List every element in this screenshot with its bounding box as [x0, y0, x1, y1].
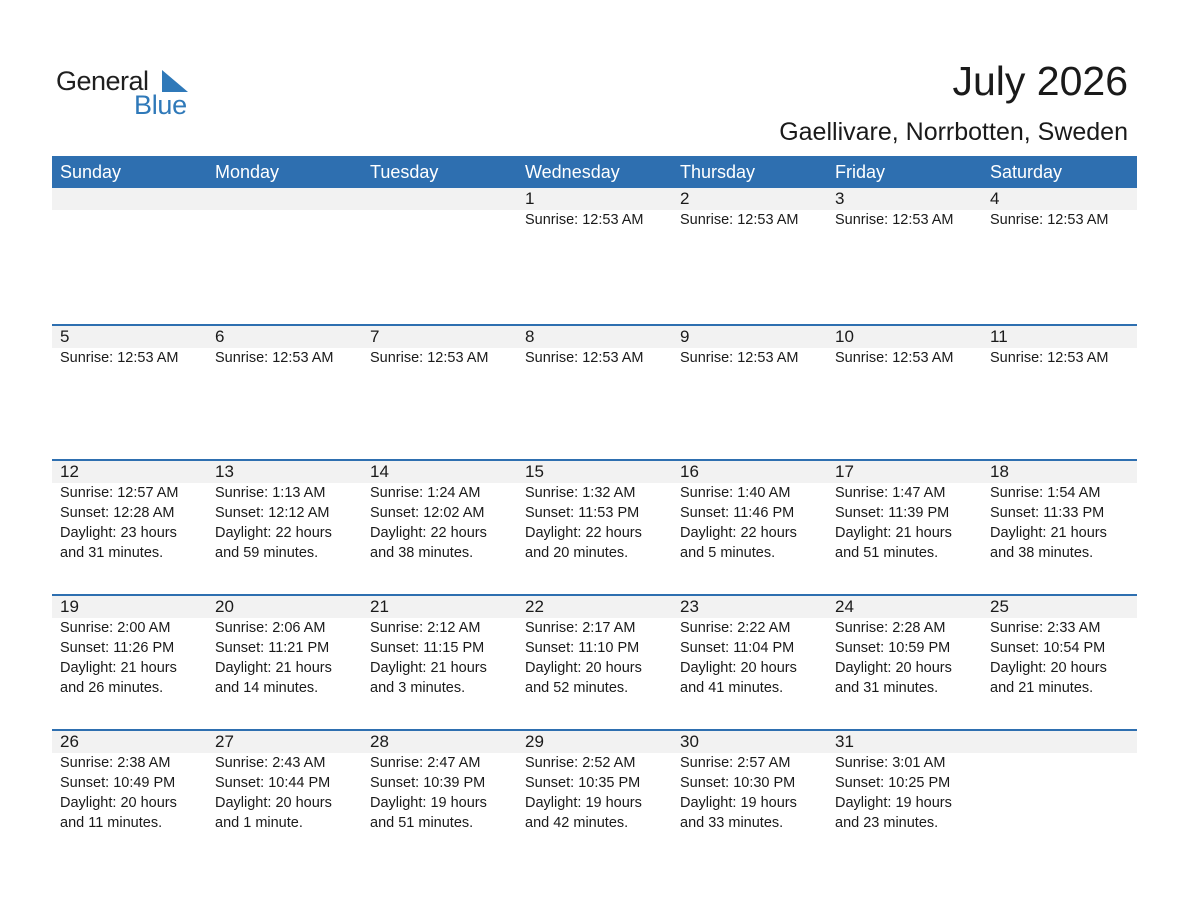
- day-detail-line: and 33 minutes.: [680, 815, 784, 831]
- day-number: 19: [60, 597, 79, 616]
- day-details: [990, 210, 1137, 230]
- day-detail-line: and 3 minutes.: [370, 680, 466, 696]
- day-detail-line: Daylight: 21 hours: [835, 525, 952, 541]
- day-details: [835, 483, 982, 563]
- day-number: 15: [525, 462, 544, 481]
- day-detail-line: Sunset: 10:44 PM: [215, 775, 331, 791]
- day-cell-31: [827, 731, 982, 833]
- day-cell-14: [362, 461, 517, 563]
- week-days: [52, 596, 1137, 698]
- day-details: [215, 348, 362, 368]
- week-row: [52, 459, 1137, 594]
- day-number: 21: [370, 597, 389, 616]
- day-cell-8: [517, 326, 672, 368]
- day-number: 8: [525, 327, 535, 346]
- day-details: [370, 348, 517, 368]
- day-number: 17: [835, 462, 854, 481]
- day-detail-line: Sunrise: 2:17 AM: [525, 620, 636, 636]
- day-detail-line: Sunrise: 12:53 AM: [60, 350, 179, 366]
- day-detail-line: Sunrise: 12:53 AM: [525, 350, 644, 366]
- day-detail-line: Sunset: 10:54 PM: [990, 640, 1106, 656]
- day-detail-line: and 59 minutes.: [215, 545, 319, 561]
- week-row: [52, 324, 1137, 459]
- day-cell-1: [517, 188, 672, 230]
- day-cell-7: [362, 326, 517, 368]
- day-detail-line: Sunrise: 2:33 AM: [990, 620, 1101, 636]
- day-number: 20: [215, 597, 234, 616]
- day-number: 5: [60, 327, 70, 346]
- day-detail-line: Sunrise: 12:53 AM: [990, 350, 1109, 366]
- day-cell-empty: [207, 188, 362, 230]
- day-number: 26: [60, 732, 79, 751]
- day-cell-24: [827, 596, 982, 698]
- day-detail-line: Sunset: 10:25 PM: [835, 775, 951, 791]
- day-cell-10: [827, 326, 982, 368]
- day-cell-11: [982, 326, 1137, 368]
- day-detail-line: Sunrise: 12:57 AM: [60, 485, 179, 501]
- day-details: [370, 618, 517, 698]
- day-detail-line: Sunrise: 12:53 AM: [990, 212, 1109, 228]
- day-number: 6: [215, 327, 225, 346]
- day-details: [680, 483, 827, 563]
- day-detail-line: Daylight: 21 hours: [370, 660, 487, 676]
- logo-triangle-icon: [158, 70, 190, 92]
- day-detail-line: Daylight: 22 hours: [680, 525, 797, 541]
- day-cell-22: [517, 596, 672, 698]
- day-detail-line: Daylight: 22 hours: [215, 525, 332, 541]
- day-detail-line: Sunset: 11:15 PM: [370, 640, 485, 656]
- week-days: [52, 731, 1137, 833]
- day-detail-line: and 1 minute.: [215, 815, 303, 831]
- weekday-saturday: Saturday: [990, 162, 1063, 182]
- day-details: [835, 348, 982, 368]
- day-number: [990, 731, 1137, 753]
- day-detail-line: Sunrise: 12:53 AM: [370, 350, 489, 366]
- day-cell-25: [982, 596, 1137, 698]
- day-cell-3: [827, 188, 982, 230]
- day-detail-line: Sunset: 11:46 PM: [680, 505, 795, 521]
- day-detail-line: Sunset: 11:10 PM: [525, 640, 640, 656]
- day-number: [60, 188, 207, 210]
- day-detail-line: Daylight: 20 hours: [525, 660, 642, 676]
- day-cell-28: [362, 731, 517, 833]
- day-detail-line: and 41 minutes.: [680, 680, 784, 696]
- day-details: [215, 483, 362, 563]
- day-detail-line: Sunrise: 12:53 AM: [680, 212, 799, 228]
- day-detail-line: Daylight: 23 hours: [60, 525, 177, 541]
- day-number: 28: [370, 732, 389, 751]
- day-details: [60, 348, 207, 368]
- day-details: [990, 348, 1137, 368]
- day-details: [835, 210, 982, 230]
- day-cell-12: [52, 461, 207, 563]
- day-detail-line: Sunrise: 2:52 AM: [525, 755, 636, 771]
- day-details: [835, 753, 982, 833]
- day-detail-line: Sunrise: 2:47 AM: [370, 755, 481, 771]
- day-details: [525, 618, 672, 698]
- day-details: [215, 753, 362, 833]
- day-detail-line: Sunrise: 2:06 AM: [215, 620, 326, 636]
- calendar-grid: [52, 156, 1137, 864]
- day-number: 29: [525, 732, 544, 751]
- day-detail-line: Sunset: 11:53 PM: [525, 505, 640, 521]
- day-details: [60, 483, 207, 563]
- day-cell-19: [52, 596, 207, 698]
- day-detail-line: Sunset: 10:35 PM: [525, 775, 641, 791]
- day-number: 11: [990, 327, 1008, 346]
- day-detail-line: Sunrise: 2:43 AM: [215, 755, 326, 771]
- day-cell-empty: [362, 188, 517, 230]
- day-cell-empty: [52, 188, 207, 230]
- day-detail-line: and 52 minutes.: [525, 680, 629, 696]
- day-cell-30: [672, 731, 827, 833]
- day-detail-line: Sunrise: 1:24 AM: [370, 485, 481, 501]
- day-detail-line: and 51 minutes.: [370, 815, 474, 831]
- day-detail-line: Sunrise: 12:53 AM: [680, 350, 799, 366]
- day-detail-line: Daylight: 22 hours: [370, 525, 487, 541]
- week-days: [52, 461, 1137, 563]
- day-cell-9: [672, 326, 827, 368]
- day-detail-line: Sunrise: 2:38 AM: [60, 755, 171, 771]
- day-detail-line: Sunrise: 2:28 AM: [835, 620, 946, 636]
- day-detail-line: Sunset: 11:21 PM: [215, 640, 330, 656]
- day-detail-line: Sunrise: 12:53 AM: [215, 350, 334, 366]
- calendar-weeks: [52, 188, 1137, 864]
- day-cell-27: [207, 731, 362, 833]
- day-details: [525, 483, 672, 563]
- day-detail-line: and 42 minutes.: [525, 815, 629, 831]
- day-details: [835, 618, 982, 698]
- day-detail-line: Daylight: 20 hours: [680, 660, 797, 676]
- day-detail-line: and 14 minutes.: [215, 680, 319, 696]
- day-detail-line: Sunrise: 2:00 AM: [60, 620, 171, 636]
- day-number: 4: [990, 189, 1000, 208]
- day-detail-line: Daylight: 20 hours: [835, 660, 952, 676]
- day-details: [60, 753, 207, 833]
- day-cell-23: [672, 596, 827, 698]
- day-number: 7: [370, 327, 380, 346]
- day-detail-line: Sunrise: 1:32 AM: [525, 485, 636, 501]
- day-detail-line: Sunset: 11:39 PM: [835, 505, 950, 521]
- day-detail-line: Sunset: 10:59 PM: [835, 640, 951, 656]
- day-detail-line: Daylight: 21 hours: [60, 660, 177, 676]
- day-detail-line: Daylight: 19 hours: [835, 795, 952, 811]
- day-detail-line: and 31 minutes.: [60, 545, 164, 561]
- day-detail-line: Sunrise: 12:53 AM: [525, 212, 644, 228]
- day-cell-21: [362, 596, 517, 698]
- day-detail-line: Sunrise: 1:40 AM: [680, 485, 791, 501]
- brand-logo: [56, 66, 196, 118]
- day-details: [370, 753, 517, 833]
- day-detail-line: Sunset: 11:04 PM: [680, 640, 795, 656]
- day-details: [680, 753, 827, 833]
- day-number: 10: [835, 327, 854, 346]
- day-detail-line: Sunset: 11:33 PM: [990, 505, 1105, 521]
- day-number: 24: [835, 597, 854, 616]
- day-detail-line: Sunrise: 12:53 AM: [835, 350, 954, 366]
- week-days: [52, 326, 1137, 368]
- day-detail-line: Sunrise: 1:13 AM: [215, 485, 326, 501]
- logo-text-general: General: [56, 66, 149, 96]
- week-days: [52, 188, 1137, 230]
- day-number: 1: [525, 189, 535, 208]
- weekday-thursday: Thursday: [680, 162, 756, 182]
- day-cell-2: [672, 188, 827, 230]
- day-detail-line: Sunset: 12:28 AM: [60, 505, 175, 521]
- day-number: 23: [680, 597, 699, 616]
- day-detail-line: Daylight: 20 hours: [60, 795, 177, 811]
- day-details: [680, 618, 827, 698]
- weekday-monday: Monday: [215, 162, 280, 182]
- day-number: 22: [525, 597, 544, 616]
- day-detail-line: Daylight: 19 hours: [370, 795, 487, 811]
- day-cell-5: [52, 326, 207, 368]
- calendar-title: July 2026: [952, 58, 1128, 104]
- day-number: 13: [215, 462, 234, 481]
- day-detail-line: Daylight: 19 hours: [680, 795, 797, 811]
- day-detail-line: and 31 minutes.: [835, 680, 939, 696]
- day-detail-line: and 5 minutes.: [680, 545, 776, 561]
- day-cell-6: [207, 326, 362, 368]
- day-detail-line: Sunrise: 12:53 AM: [835, 212, 954, 228]
- day-detail-line: and 38 minutes.: [990, 545, 1094, 561]
- day-detail-line: Daylight: 21 hours: [215, 660, 332, 676]
- day-detail-line: Daylight: 19 hours: [525, 795, 642, 811]
- day-details: [990, 618, 1137, 698]
- day-number: 30: [680, 732, 699, 751]
- weekday-wednesday: Wednesday: [525, 162, 620, 182]
- day-detail-line: Sunrise: 1:47 AM: [835, 485, 946, 501]
- day-detail-line: Sunrise: 2:12 AM: [370, 620, 481, 636]
- day-number: 25: [990, 597, 1009, 616]
- week-row: [52, 594, 1137, 729]
- day-cell-4: [982, 188, 1137, 230]
- day-number: 3: [835, 189, 845, 208]
- day-detail-line: Daylight: 22 hours: [525, 525, 642, 541]
- day-details: [215, 618, 362, 698]
- day-details: [680, 348, 827, 368]
- day-detail-line: Sunrise: 1:54 AM: [990, 485, 1101, 501]
- day-detail-line: Sunrise: 2:57 AM: [680, 755, 791, 771]
- day-cell-13: [207, 461, 362, 563]
- day-cell-29: [517, 731, 672, 833]
- day-detail-line: Sunset: 10:30 PM: [680, 775, 796, 791]
- week-row: [52, 188, 1137, 324]
- week-row: [52, 729, 1137, 864]
- day-detail-line: Sunset: 12:12 AM: [215, 505, 330, 521]
- day-detail-line: and 51 minutes.: [835, 545, 939, 561]
- day-number: 9: [680, 327, 690, 346]
- day-cell-18: [982, 461, 1137, 563]
- day-detail-line: Daylight: 20 hours: [215, 795, 332, 811]
- day-detail-line: and 26 minutes.: [60, 680, 164, 696]
- day-detail-line: and 20 minutes.: [525, 545, 629, 561]
- day-cell-empty: [982, 731, 1137, 833]
- day-detail-line: Sunrise: 2:22 AM: [680, 620, 791, 636]
- day-detail-line: and 21 minutes.: [990, 680, 1094, 696]
- day-details: [990, 483, 1137, 563]
- day-number: [370, 188, 517, 210]
- day-detail-line: Sunset: 10:49 PM: [60, 775, 176, 791]
- day-detail-line: Sunset: 11:26 PM: [60, 640, 175, 656]
- day-number: 16: [680, 462, 699, 481]
- day-cell-15: [517, 461, 672, 563]
- day-number: 18: [990, 462, 1009, 481]
- day-cell-26: [52, 731, 207, 833]
- day-number: 14: [370, 462, 389, 481]
- day-detail-line: and 11 minutes.: [60, 815, 163, 831]
- day-detail-line: Sunset: 12:02 AM: [370, 505, 485, 521]
- logo-text-blue: Blue: [134, 90, 187, 120]
- day-cell-17: [827, 461, 982, 563]
- day-detail-line: Daylight: 21 hours: [990, 525, 1107, 541]
- day-details: [525, 348, 672, 368]
- day-cell-16: [672, 461, 827, 563]
- day-number: [215, 188, 362, 210]
- day-number: 27: [215, 732, 234, 751]
- day-cell-20: [207, 596, 362, 698]
- day-number: 12: [60, 462, 79, 481]
- day-details: [525, 210, 672, 230]
- day-detail-line: and 38 minutes.: [370, 545, 474, 561]
- day-detail-line: Sunrise: 3:01 AM: [835, 755, 946, 771]
- weekday-friday: Friday: [835, 162, 886, 182]
- weekday-tuesday: Tuesday: [370, 162, 439, 182]
- day-details: [60, 618, 207, 698]
- day-details: [680, 210, 827, 230]
- weekday-sunday: Sunday: [60, 162, 122, 182]
- day-number: 31: [835, 732, 854, 751]
- day-detail-line: and 23 minutes.: [835, 815, 939, 831]
- day-details: [370, 483, 517, 563]
- day-detail-line: Daylight: 20 hours: [990, 660, 1107, 676]
- day-details: [525, 753, 672, 833]
- weekday-header: [52, 156, 1137, 188]
- day-detail-line: Sunset: 10:39 PM: [370, 775, 486, 791]
- calendar-location: Gaellivare, Norrbotten, Sweden: [779, 118, 1128, 146]
- day-number: 2: [680, 189, 690, 208]
